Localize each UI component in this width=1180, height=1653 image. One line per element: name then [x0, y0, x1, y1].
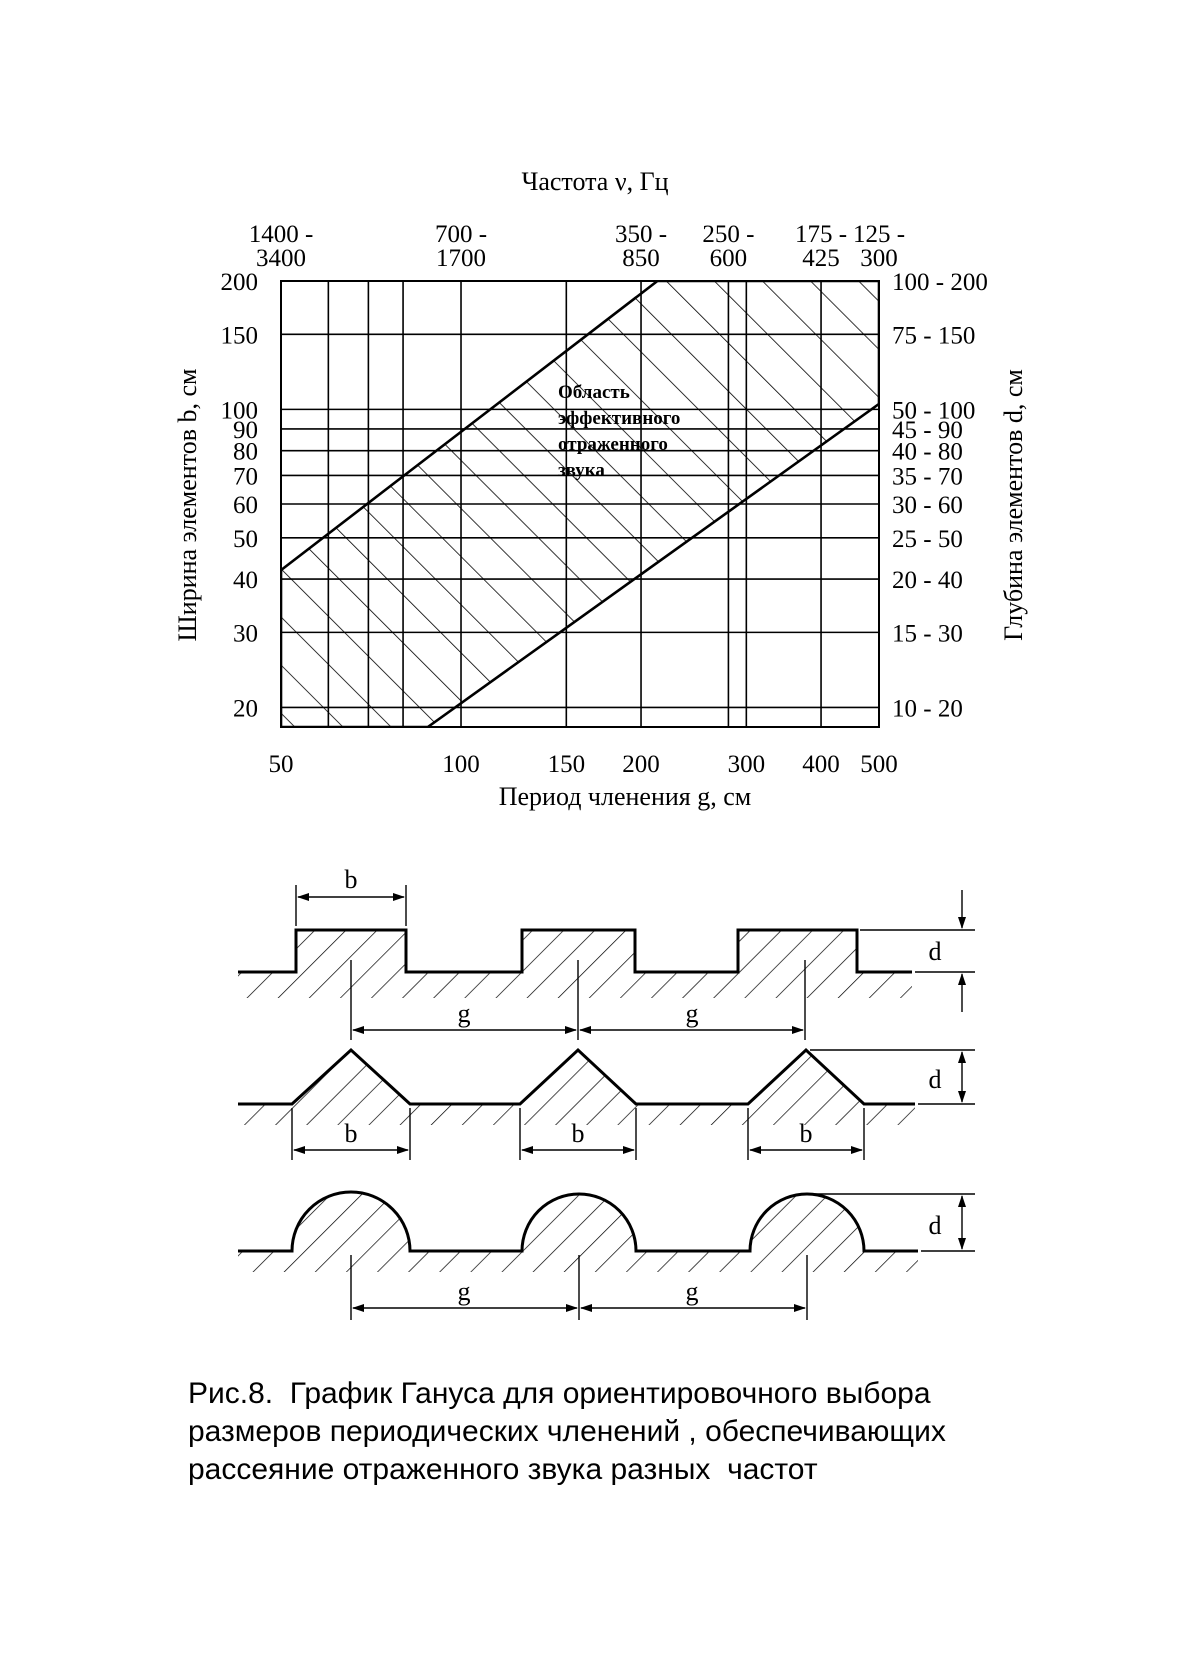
top-tick-label: 250 - [702, 221, 755, 248]
x-tick-label: 500 [860, 751, 898, 778]
y-tick-label: 30 [233, 620, 258, 648]
gaunus-chart [173, 167, 1028, 811]
y-tick-label: 20 [233, 695, 258, 723]
top-tick-label: 600 [709, 245, 748, 272]
x-tick-label: 100 [442, 751, 480, 778]
y-tick-label: 150 [220, 322, 258, 350]
top-tick-label: 300 [860, 245, 898, 272]
right-tick-label: 40 - 80 [892, 438, 963, 466]
d-label: d [928, 1211, 942, 1240]
y-tick-label: 90 [233, 416, 258, 444]
right-tick-label: 35 - 70 [892, 463, 963, 491]
right-tick-label: 30 - 60 [892, 492, 963, 519]
right-tick-label: 45 - 90 [892, 416, 963, 444]
region-label-line: звука [558, 460, 605, 481]
x-axis-label: Период членения g, см [498, 782, 752, 811]
top-tick-label: 175 - [795, 221, 848, 248]
y-tick-label: 40 [233, 567, 258, 595]
x-tick-label: 150 [547, 751, 586, 778]
right-tick-label: 10 - 20 [892, 695, 963, 723]
y-tick-label: 200 [220, 269, 258, 296]
b-label: b [799, 1119, 813, 1148]
y-axis-label: Ширина элементов b, см [173, 368, 202, 642]
y-tick-labels [221, 269, 259, 722]
g-label: g [457, 999, 471, 1028]
x-tick-label: 200 [622, 751, 660, 778]
y-tick-label: 70 [233, 463, 258, 491]
x-tick-label: 50 [268, 751, 294, 778]
b-label: b [571, 1119, 585, 1148]
g-label: g [685, 999, 699, 1028]
profile-rectangular [238, 865, 975, 1040]
y-tick-label: 60 [233, 492, 258, 519]
caption-line: Рис.8. График Гануса для ориентировочного выбора [188, 1377, 931, 1410]
region-label-line: отраженного [558, 434, 668, 455]
x-tick-label: 300 [727, 751, 766, 778]
right-tick-label: 15 - 30 [892, 620, 963, 648]
caption-line: размеров периодических членений , обеспечивающих [188, 1415, 946, 1448]
top-tick-label: 350 - [614, 221, 668, 248]
region-label-line: эффективного [558, 408, 681, 429]
b-label: b [344, 865, 358, 894]
top-tick-label: 700 - [434, 221, 488, 248]
y-tick-label: 50 [233, 525, 258, 553]
top-tick-label: 125 - [852, 221, 906, 248]
x-tick-label: 400 [802, 751, 840, 778]
g-label: g [457, 1277, 471, 1306]
y-tick-label: 80 [233, 438, 258, 466]
top-tick-label: 1400 - [248, 221, 314, 248]
figure-caption [188, 1375, 1088, 1489]
profile-semicircular [238, 1192, 975, 1320]
right-tick-labels [892, 269, 988, 722]
y-tick-label: 100 [220, 397, 258, 425]
y2-axis-label: Глубина элементов d, см [999, 369, 1028, 641]
g-label: g [685, 1277, 699, 1306]
x-tick-labels [269, 751, 898, 778]
top-tick-label: 425 [802, 245, 840, 272]
d-label: d [928, 1065, 942, 1094]
right-tick-label: 25 - 50 [892, 525, 963, 553]
top-tick-label: 3400 [256, 245, 306, 272]
chart-title: Частота ν, Гц [521, 167, 669, 196]
d-label: d [928, 937, 942, 966]
right-tick-label: 100 - 200 [892, 269, 988, 296]
right-tick-label: 75 - 150 [892, 322, 976, 350]
profile-triangular [238, 1050, 975, 1160]
caption-line: рассеяние отраженного звука разных частот [188, 1453, 818, 1486]
top-tick-labels [249, 221, 905, 272]
top-tick-label: 1700 [436, 245, 487, 272]
right-tick-label: 50 - 100 [892, 397, 976, 425]
semi-profile-fill [238, 1192, 918, 1272]
top-tick-label: 850 [622, 245, 660, 272]
right-tick-label: 20 - 40 [892, 567, 963, 595]
region-label-line: Область [558, 382, 630, 403]
rect-profile-fill [238, 930, 912, 998]
b-label: b [344, 1119, 358, 1148]
